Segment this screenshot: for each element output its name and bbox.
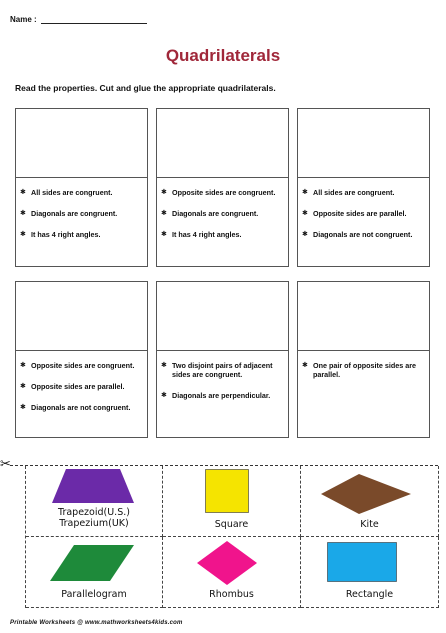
trapezoid-polygon — [52, 469, 134, 503]
star-bullet-icon: ✱ — [161, 231, 167, 238]
parallelogram-polygon — [50, 545, 134, 581]
property-item: ✱ Two disjoint pairs of adjacent sides are congruent. — [161, 361, 273, 379]
name-line[interactable] — [41, 15, 147, 24]
cutout-parallelogram[interactable] — [26, 537, 163, 608]
property-card-4 — [15, 281, 148, 438]
cutout-rectangle[interactable] — [301, 537, 439, 608]
glue-area[interactable] — [298, 282, 429, 351]
glue-area[interactable] — [16, 109, 147, 178]
glue-area[interactable] — [157, 109, 288, 178]
square-rect — [206, 470, 249, 513]
rhombus-polygon — [197, 541, 257, 585]
property-item: ✱ All sides are congruent. — [20, 188, 113, 197]
footer-credit: Printable Worksheets @ www.mathworksheets4kids.com — [10, 620, 183, 626]
rectangle-rect — [328, 543, 397, 582]
star-bullet-icon: ✱ — [20, 404, 26, 411]
property-item: ✱ Diagonals are congruent. — [20, 209, 118, 218]
property-item: ✱ Opposite sides are parallel. — [302, 209, 407, 218]
parallelogram-shape — [50, 545, 134, 581]
property-item: ✱ It has 4 right angles. — [161, 230, 242, 239]
rhombus-shape — [197, 541, 257, 585]
star-bullet-icon: ✱ — [161, 210, 167, 217]
cutout-trapezoid[interactable] — [26, 466, 163, 537]
property-item: ✱ Diagonals are not congruent. — [20, 403, 131, 412]
square-shape — [205, 469, 249, 513]
shape-label: Square — [214, 519, 249, 530]
star-bullet-icon: ✱ — [302, 210, 308, 217]
star-bullet-icon: ✱ — [302, 189, 308, 196]
glue-area[interactable] — [298, 109, 429, 178]
star-bullet-icon: ✱ — [302, 231, 308, 238]
name-label: Name : — [10, 15, 37, 24]
star-bullet-icon: ✱ — [20, 189, 26, 196]
page-title: Quadrilaterals — [165, 46, 281, 65]
cutout-kite[interactable] — [301, 466, 439, 537]
property-item: ✱ All sides are congruent. — [302, 188, 395, 197]
property-item: ✱ Opposite sides are congruent. — [161, 188, 276, 197]
shape-label: Rhombus — [209, 589, 254, 600]
cutout-grid — [25, 466, 438, 608]
shape-label: Trapezoid(U.S.) — [58, 507, 130, 518]
scissors-icon: ✂ — [0, 456, 11, 471]
property-card-1 — [15, 108, 148, 267]
trapezoid-shape — [52, 469, 134, 503]
property-item: ✱ Diagonals are perpendicular. — [161, 391, 271, 400]
property-item: ✱ Opposite sides are parallel. — [20, 382, 125, 391]
star-bullet-icon: ✱ — [161, 392, 167, 399]
rectangle-shape — [327, 542, 397, 582]
property-item: ✱ One pair of opposite sides are parallel. — [302, 361, 417, 379]
instructions: Read the properties. Cut and glue the appropriate quadrilaterals. — [15, 83, 276, 93]
kite-shape — [321, 474, 411, 514]
property-item: ✱ Opposite sides are congruent. — [20, 361, 135, 370]
kite-polygon — [321, 474, 411, 514]
star-bullet-icon: ✱ — [161, 362, 167, 369]
property-item: ✱ It has 4 right angles. — [20, 230, 101, 239]
shape-label: Kite — [360, 519, 379, 530]
glue-area[interactable] — [16, 282, 147, 351]
shape-label: Parallelogram — [61, 589, 127, 600]
property-item: ✱ Diagonals are not congruent. — [302, 230, 413, 239]
star-bullet-icon: ✱ — [302, 362, 308, 369]
glue-area[interactable] — [157, 282, 288, 351]
star-bullet-icon: ✱ — [20, 210, 26, 217]
shape-label: Rectangle — [345, 589, 394, 600]
property-item: ✱ Diagonals are congruent. — [161, 209, 259, 218]
cutout-square[interactable] — [163, 466, 301, 537]
shape-label-secondary: Trapezium(UK) — [59, 518, 129, 529]
star-bullet-icon: ✱ — [20, 383, 26, 390]
star-bullet-icon: ✱ — [161, 189, 167, 196]
property-card-3 — [297, 108, 430, 267]
property-card-2 — [156, 108, 289, 267]
cutout-rhombus[interactable] — [163, 537, 301, 608]
property-card-6 — [297, 281, 430, 438]
star-bullet-icon: ✱ — [20, 362, 26, 369]
property-card-5 — [156, 281, 289, 438]
name-field — [10, 15, 147, 24]
star-bullet-icon: ✱ — [20, 231, 26, 238]
